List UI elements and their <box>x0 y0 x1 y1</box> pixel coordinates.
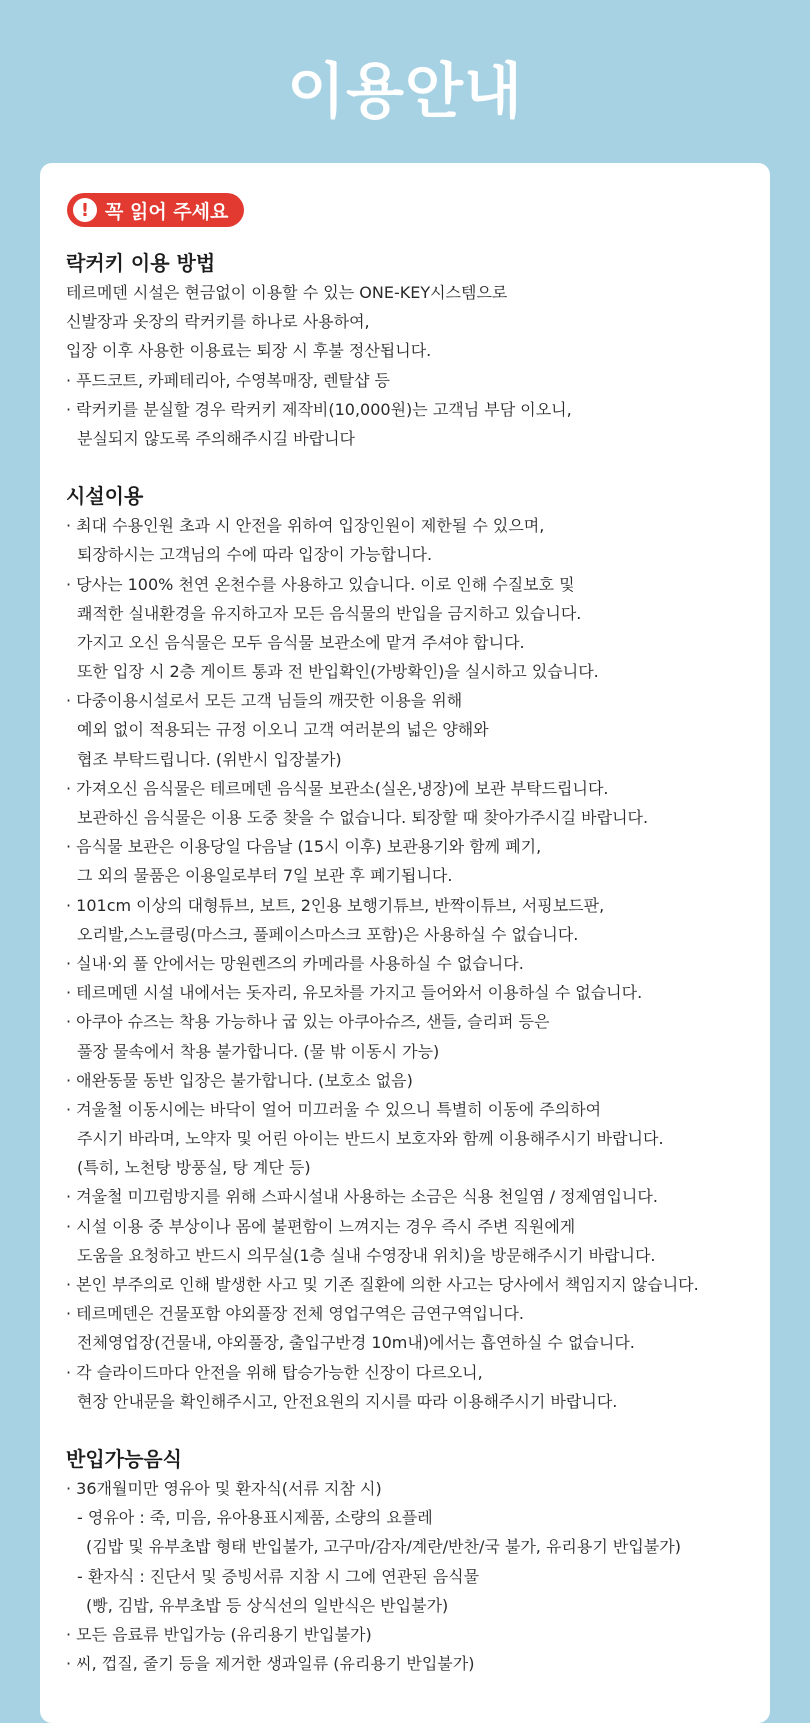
bullet-line: · 가져오신 음식물은 테르메덴 음식물 보관소(실온,냉장)에 보관 부탁드립니다. <box>66 778 609 798</box>
text-line: 테르메덴 시설은 현금없이 이용할 수 있는 ONE-KEY시스템으로 <box>66 283 508 302</box>
exclamation-icon: ! <box>73 198 97 222</box>
bullet-line: · 푸드코트, 카페테리아, 수영복매장, 렌탈샵 등 <box>66 370 390 390</box>
bullet-line: · 본인 부주의로 인해 발생한 사고 및 기존 질환에 의한 사고는 당사에서 책임지지 않습니다. <box>66 1275 699 1294</box>
section-allowed-food <box>66 1445 746 1678</box>
bullet-line: · 당사는 100% 천연 온천수를 사용하고 있습니다. 이로 인해 수질보호 및 <box>66 574 575 594</box>
bullet-line: · 다중이용시설로서 모든 고객 님들의 깨끗한 이용을 위해 <box>66 691 463 711</box>
bullet-line: · 겨울철 미끄럼방지를 위해 스파시설내 사용하는 소금은 식용 천일염 / 정제염입니다. <box>66 1187 658 1207</box>
text-line: 분실되지 않도록 주의해주시길 바랍니다 <box>77 428 356 448</box>
text-line: 퇴장하시는 고객님의 수에 따라 입장이 가능합니다. <box>77 545 433 565</box>
section-lockerkey <box>66 249 746 453</box>
text-line: 현장 안내문을 확인해주시고, 안전요원의 지시를 따라 이용해주시기 바랍니다. <box>77 1391 618 1411</box>
bullet-line: · 각 슬라이드마다 안전을 위해 탑승가능한 신장이 다르오니, <box>66 1362 483 1382</box>
bullet-line: · 락커키를 분실할 경우 락커키 제작비(10,000원)는 고객님 부담 이오니, <box>66 399 572 419</box>
bullet-line: · 아쿠아 슈즈는 착용 가능하나 굽 있는 아쿠아슈즈, 샌들, 슬리퍼 등은 <box>66 1012 550 1032</box>
text-line: (김밥 및 유부초밥 형태 반입불가, 고구마/감자/계란/반찬/국 불가, 유리용기 반입불가) <box>86 1537 681 1557</box>
bullet-line: · 테르메덴 시설 내에서는 돗자리, 유모차를 가지고 들어와서 이용하실 수 없습니다. <box>66 983 643 1003</box>
bullet-line: · 101cm 이상의 대형튜브, 보트, 2인용 보행기튜브, 반짝이튜브, 서핑보드판, <box>66 895 605 915</box>
text-line: 예외 없이 적용되는 규정 이오니 고객 여러분의 넓은 양해와 <box>77 720 489 740</box>
section-facility-use <box>66 482 746 1416</box>
text-line: 풀장 물속에서 착용 불가합니다. (물 밖 이동시 가능) <box>77 1041 440 1061</box>
text-line: (빵, 김밥, 유부초밥 등 상식선의 일반식은 반입불가) <box>86 1595 449 1615</box>
text-line: 또한 입장 시 2층 게이트 통과 전 반입확인(가방확인)을 실시하고 있습니다. <box>77 662 599 682</box>
bullet-line: · 모든 음료류 반입가능 (유리용기 반입불가) <box>66 1624 372 1644</box>
bullet-line: · 음식물 보관은 이용당일 다음날 (15시 이후) 보관용기와 함께 폐기, <box>66 837 542 857</box>
text-line: 가지고 오신 음식물은 모두 음식물 보관소에 맡겨 주셔야 합니다. <box>77 632 525 652</box>
text-line: 그 외의 물품은 이용일로부터 7일 보관 후 폐기됩니다. <box>77 866 453 886</box>
section-title: 락커키 이용 방법 <box>66 251 216 275</box>
section-title: 반입가능음식 <box>66 1446 182 1471</box>
text-line: 도움을 요청하고 반드시 의무실(1층 실내 수영장내 위치)을 방문해주시기 바랍니다. <box>77 1245 656 1265</box>
sub-bullet-line: - 영유아 : 죽, 미음, 유아용표시제품, 소량의 요플레 <box>77 1508 433 1528</box>
bullet-line: · 36개월미만 영유아 및 환자식(서류 지참 시) <box>66 1478 382 1498</box>
text-line: (특히, 노천탕 방풍실, 탕 계단 등) <box>77 1158 311 1178</box>
text-line: 신발장과 옷장의 락커키를 하나로 사용하여, <box>66 312 370 332</box>
text-line: 입장 이후 사용한 이용료는 퇴장 시 후불 정산됩니다. <box>66 341 432 361</box>
text-line: 쾌적한 실내환경을 유지하고자 모든 음식물의 반입을 금지하고 있습니다. <box>77 603 582 623</box>
text-line: 보관하신 음식물은 이용 도중 찾을 수 없습니다. 퇴장할 때 찾아가주시길 바랍니다. <box>77 808 649 827</box>
text-line: 주시기 바라며, 노약자 및 어린 아이는 반드시 보호자와 함께 이용해주시기 바랍니다. <box>77 1129 664 1149</box>
section-title: 시설이용 <box>66 484 144 509</box>
text-line: 오리발,스노클링(마스크, 풀페이스마스크 포함)은 사용하실 수 없습니다. <box>77 924 579 944</box>
page-title: 이용안내 <box>287 57 523 127</box>
bullet-line: · 시설 이용 중 부상이나 몸에 불편함이 느껴지는 경우 즉시 주변 직원에게 <box>66 1216 576 1236</box>
bullet-line: · 최대 수용인원 초과 시 안전을 위하여 입장인원이 제한될 수 있으며, <box>66 516 545 536</box>
text-line: 협조 부탁드립니다. (위반시 입장불가) <box>77 749 342 769</box>
info-card <box>40 163 770 1723</box>
text-line: 전체영업장(건물내, 야외풀장, 출입구반경 10m내)에서는 흡연하실 수 없습니다. <box>77 1333 635 1353</box>
sub-bullet-line: - 환자식 : 진단서 및 증빙서류 지참 시 그에 연관된 음식물 <box>77 1566 480 1586</box>
content <box>66 249 746 1678</box>
bullet-line: · 겨울철 이동시에는 바닥이 얼어 미끄러울 수 있으니 특별히 이동에 주의하여 <box>66 1099 602 1119</box>
bullet-line: · 씨, 껍질, 줄기 등을 제거한 생과일류 (유리용기 반입불가) <box>66 1654 475 1674</box>
bullet-line: · 실내·외 풀 안에서는 망원렌즈의 카메라를 사용하실 수 없습니다. <box>66 953 524 973</box>
must-read-badge <box>67 193 244 227</box>
bullet-line: · 테르메덴은 건물포함 야외풀장 전체 영업구역은 금연구역입니다. <box>66 1304 525 1324</box>
badge-label: 꼭 읽어 주세요 <box>105 200 229 223</box>
bullet-line: · 애완동물 동반 입장은 불가합니다. (보호소 없음) <box>66 1070 413 1090</box>
